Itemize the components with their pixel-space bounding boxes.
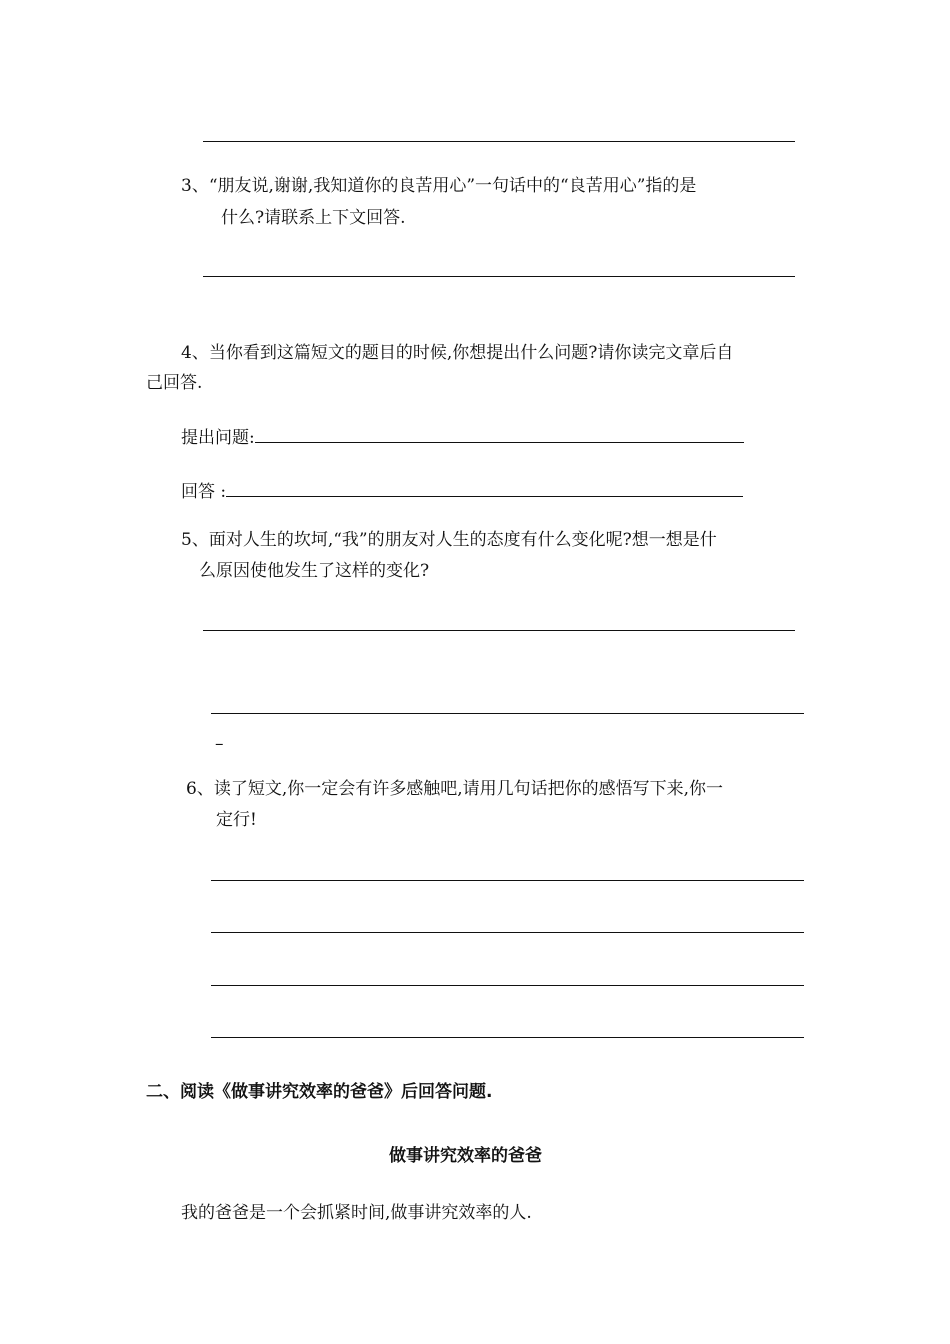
article-first-sentence: 我的爸爸是一个会抓紧时间,做事讲究效率的人. bbox=[181, 1203, 532, 1223]
q6-text-line1: 6、读了短文,你一定会有许多感触吧,请用几句话把你的感悟写下来,你一 bbox=[186, 779, 724, 799]
answer-line-q6-3[interactable] bbox=[211, 985, 804, 986]
section2-heading: 二、阅读《做事讲究效率的爸爸》后回答问题. bbox=[146, 1082, 493, 1102]
article-title: 做事讲究效率的爸爸 bbox=[389, 1146, 542, 1166]
answer-line-q6-2[interactable] bbox=[211, 932, 804, 933]
q4-text-line2: 己回答. bbox=[146, 373, 203, 393]
answer-line-q3[interactable] bbox=[203, 276, 795, 277]
q4-answer-blank[interactable] bbox=[226, 478, 743, 497]
q5-text-line2: 么原因使他发生了这样的变化? bbox=[199, 561, 430, 581]
q6-text-line2: 定行! bbox=[216, 810, 257, 830]
q4-question-row bbox=[181, 424, 744, 449]
q4-question-label: 提出问题: bbox=[181, 428, 255, 448]
answer-line-q5-2[interactable] bbox=[211, 713, 804, 714]
q5-dash: – bbox=[215, 734, 224, 754]
q4-question-blank[interactable] bbox=[255, 424, 744, 443]
q3-text-line1: 3、“朋友说,谢谢,我知道你的良苦用心”一句话中的“良苦用心”指的是 bbox=[181, 176, 697, 196]
answer-line-q6-1[interactable] bbox=[211, 880, 804, 881]
q5-text-line1: 5、面对人生的坎坷,“我”的朋友对人生的态度有什么变化呢?想一想是什 bbox=[181, 530, 717, 550]
q4-text-line1: 4、当你看到这篇短文的题目的时候,你想提出什么问题?请你读完文章后自 bbox=[181, 343, 734, 363]
q4-answer-label: 回答 : bbox=[181, 482, 227, 502]
answer-line-q2[interactable] bbox=[203, 141, 795, 142]
q3-text-line2: 什么?请联系上下文回答. bbox=[221, 208, 406, 228]
q4-answer-row bbox=[181, 478, 743, 503]
answer-line-q6-4[interactable] bbox=[211, 1037, 804, 1038]
answer-line-q5-1[interactable] bbox=[203, 630, 795, 631]
